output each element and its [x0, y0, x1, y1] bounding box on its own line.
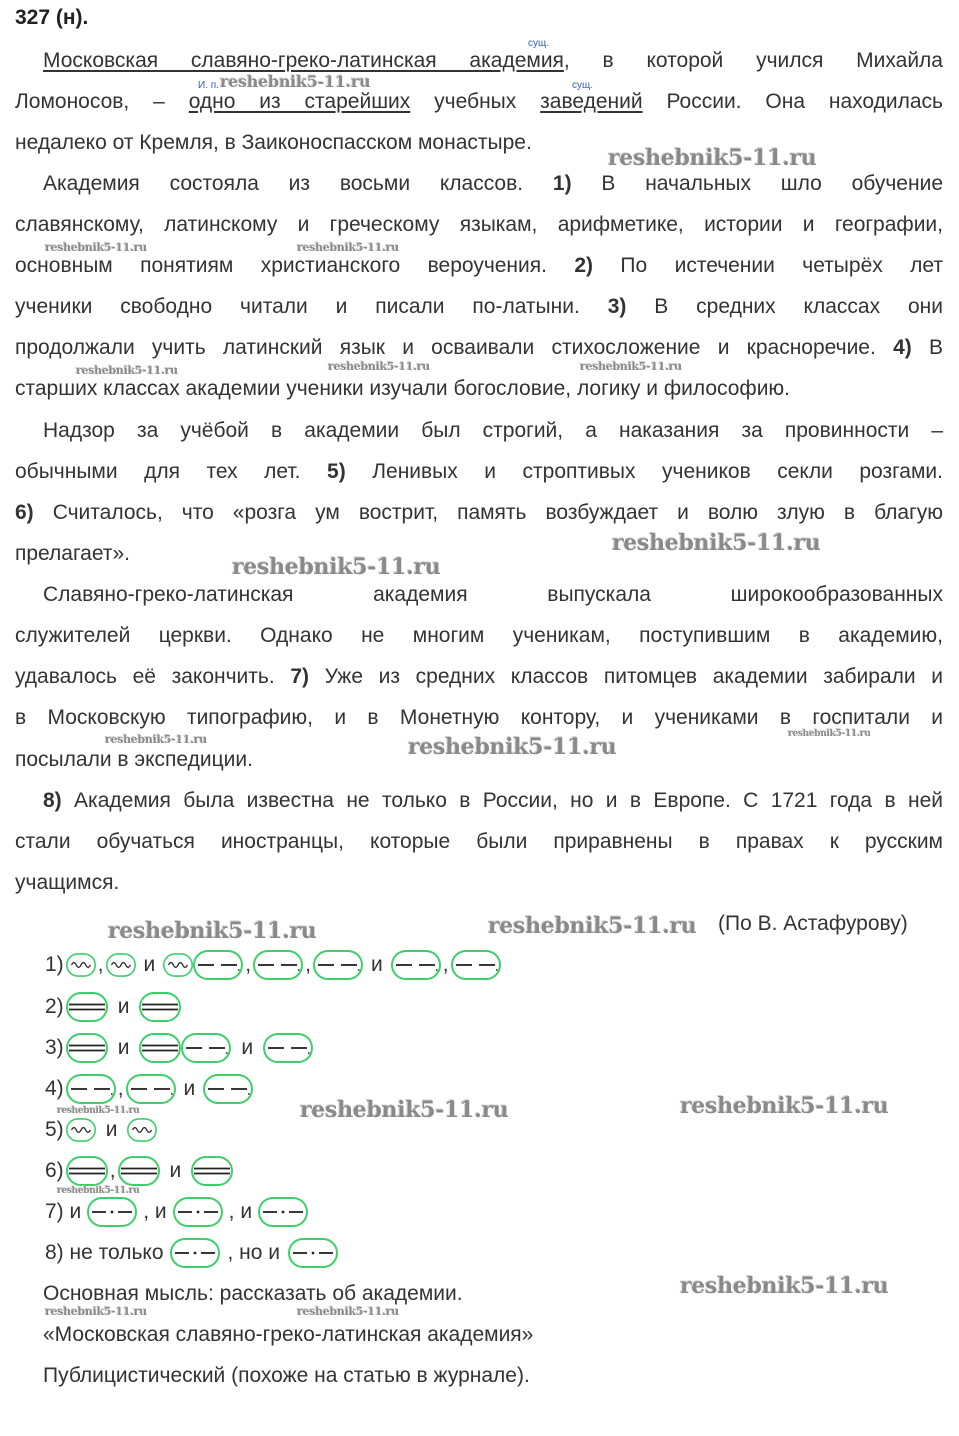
watermark: reshebnik5-11.ru	[300, 1097, 509, 1123]
scheme-3	[43, 1033, 313, 1063]
text-span: Ленивых и строптивых учеников секли розгами.	[345, 460, 943, 483]
scheme-label: 7) и	[45, 1200, 82, 1223]
scheme-connector: , и	[228, 1200, 253, 1223]
scheme-connector: и	[183, 1077, 196, 1100]
object-dash-oval	[193, 950, 243, 980]
watermark: reshebnik5-11.ru	[612, 530, 821, 556]
predicate-wavy-oval	[66, 1115, 96, 1145]
text-span: учебных	[410, 90, 541, 113]
scheme-8	[43, 1238, 338, 1268]
paragraph-1-line-3: недалеко от Кремля, в Заиконоспасском монастыре.	[15, 131, 532, 154]
scheme-6	[43, 1156, 233, 1186]
scheme-4	[43, 1074, 253, 1104]
watermark: reshebnik5-11.ru	[408, 734, 617, 760]
watermark: reshebnik5-11.ru	[57, 1186, 140, 1196]
text-span: продолжали учить латинский язык и осваивали стихосложение и красноречие.	[15, 336, 894, 359]
scheme-label: 6)	[45, 1159, 64, 1182]
text-span: удавалось её закончить.	[15, 665, 291, 688]
scheme-connector: ,	[245, 953, 252, 976]
source-attribution: (По В. Астафурову)	[718, 912, 908, 935]
style-definition: Публицистический (похоже на статью в журнале).	[43, 1364, 530, 1387]
paragraph-2-line-6: старших классах академии ученики изучали богословие, логику и философию.	[15, 377, 791, 400]
paragraph-1-line-2	[15, 89, 943, 115]
text-span: Академия состояла из восьми классов.	[43, 172, 553, 195]
predicate-wavy-oval	[66, 950, 96, 980]
paragraph-2-line-3	[15, 253, 943, 279]
paragraph-4-line-3	[15, 664, 943, 690]
predicate-wavy-oval	[106, 950, 136, 980]
scheme-label: 1)	[45, 953, 64, 976]
scheme-label: 5)	[45, 1118, 64, 1141]
predicate-wavy-oval	[127, 1115, 157, 1145]
paragraph-3-line-2	[15, 459, 943, 485]
paragraph-3-line-1: Надзор за учёбой в академии был строгий, а наказания за провинности –	[43, 419, 943, 442]
text-span: Академия была известна не только в России, но и в Европе. С 1721 года в ней	[61, 789, 943, 812]
sentence-number: 1)	[552, 172, 572, 195]
paragraph-4-line-5: посылали в экспедиции.	[15, 748, 253, 771]
sentence-number: 8)	[43, 789, 62, 812]
scheme-connector: и	[370, 953, 383, 976]
scheme-1	[43, 950, 501, 980]
paragraph-5-line-2: стали обучаться иностранцы, которые были приравнены в правах к русским	[15, 830, 943, 853]
paragraph-4-line-4: в Московскую типографию, и в Монетную контору, и учениками в госпитали и	[15, 706, 943, 729]
text-span: Уже из средних классов питомцев академии забирали и	[309, 665, 943, 688]
paragraph-2-line-4	[15, 294, 943, 320]
sentence-number: 5)	[327, 460, 346, 483]
watermark: reshebnik5-11.ru	[76, 364, 178, 377]
watermark: reshebnik5-11.ru	[788, 729, 871, 739]
watermark: reshebnik5-11.ru	[232, 554, 441, 580]
watermark: reshebnik5-11.ru	[580, 360, 682, 373]
scheme-connector: и	[117, 1036, 130, 1059]
paragraph-3-line-4: прелагает».	[15, 542, 130, 565]
adverbial-dashdot-oval	[87, 1197, 137, 1227]
adverbial-dashdot-oval	[173, 1197, 223, 1227]
scheme-connector: , и	[143, 1200, 167, 1223]
watermark: reshebnik5-11.ru	[220, 72, 371, 91]
title-suggestion: «Московская славяно-греко-латинская академия»	[43, 1323, 534, 1346]
watermark: reshebnik5-11.ru	[608, 145, 817, 171]
watermark: reshebnik5-11.ru	[680, 1093, 889, 1119]
adverbial-dashdot-oval	[288, 1238, 338, 1268]
subject-double-oval	[66, 992, 108, 1022]
text-span: В средних классах они	[626, 295, 943, 318]
text-span: Считалось, что «розга ум вострит, память возбуждает и волю злую в благую	[33, 501, 943, 524]
scheme-connector: ,	[442, 953, 449, 976]
object-dash-oval	[451, 950, 501, 980]
subject-phrase: Московская славяно-греко-латинская академия	[43, 49, 564, 72]
sentence-number: 2)	[574, 254, 594, 277]
paragraph-2-line-2: славянскому, латинскому и греческому языкам, арифметике, истории и географии,	[15, 213, 943, 236]
text-span: В начальных шло обучение	[571, 172, 943, 195]
object-dash-oval	[181, 1033, 231, 1063]
paragraph-2-line-1	[43, 171, 943, 197]
scheme-connector: и	[117, 995, 130, 1018]
exercise-heading: 327 (н).	[15, 6, 89, 29]
scheme-label: 4)	[45, 1077, 64, 1100]
text-span: , в которой учился Михайла	[563, 49, 943, 72]
text-span: По истечении четырёх лет	[593, 254, 943, 277]
paragraph-4-line-1: Славяно-греко-латинская академия выпускала широкообразованных	[43, 583, 943, 606]
underlined-noun: заведений	[540, 90, 643, 113]
object-dash-oval	[66, 1074, 116, 1104]
scheme-connector: и	[143, 953, 156, 976]
scheme-label: 8) не только	[45, 1241, 164, 1264]
subject-double-oval	[191, 1156, 233, 1186]
adverbial-dashdot-oval	[170, 1238, 220, 1268]
subject-double-oval	[139, 1033, 181, 1063]
watermark: reshebnik5-11.ru	[45, 241, 147, 254]
object-dash-oval	[253, 950, 303, 980]
subject-double-oval	[118, 1156, 160, 1186]
scheme-connector: ,	[97, 953, 104, 976]
text-span: Ломоносов, –	[15, 90, 189, 113]
watermark: reshebnik5-11.ru	[488, 913, 697, 939]
scheme-2	[43, 992, 181, 1022]
watermark: reshebnik5-11.ru	[328, 360, 430, 373]
object-dash-oval	[263, 1033, 313, 1063]
scheme-label: 3)	[45, 1036, 64, 1059]
object-dash-oval	[313, 950, 363, 980]
paragraph-1-line-1	[43, 48, 943, 74]
adverbial-dashdot-oval	[258, 1197, 308, 1227]
paragraph-2-line-5	[15, 335, 943, 361]
scheme-connector: ,	[305, 953, 311, 976]
scheme-connector: и	[105, 1118, 118, 1141]
text-span: России. Она находилась	[642, 90, 943, 113]
text-span: обычными для тех лет.	[15, 460, 328, 483]
predicate-phrase: одно из старейших	[188, 90, 411, 113]
scheme-connector: ,	[117, 1077, 124, 1100]
sentence-number: 7)	[290, 665, 309, 688]
watermark: reshebnik5-11.ru	[57, 1106, 140, 1116]
subject-double-oval	[66, 1033, 108, 1063]
grammar-mark-nominative: И. п.	[198, 80, 219, 91]
watermark: reshebnik5-11.ru	[108, 918, 317, 944]
paragraph-5-line-1	[43, 788, 943, 814]
watermark: reshebnik5-11.ru	[45, 1305, 147, 1318]
scheme-7	[43, 1197, 308, 1227]
grammar-mark-noun: сущ.	[528, 38, 550, 49]
watermark: reshebnik5-11.ru	[105, 733, 207, 746]
scheme-connector: ,	[109, 1159, 116, 1182]
subject-double-oval	[139, 992, 181, 1022]
paragraph-5-line-3: учащимся.	[15, 871, 120, 894]
scheme-connector: , но и	[227, 1241, 281, 1264]
paragraph-4-line-2: служителей церкви. Однако не многим ученикам, поступившим в академию,	[15, 624, 943, 647]
watermark: reshebnik5-11.ru	[680, 1273, 889, 1299]
scheme-connector: и	[241, 1036, 254, 1059]
object-dash-oval	[203, 1074, 253, 1104]
watermark: reshebnik5-11.ru	[297, 241, 399, 254]
object-dash-oval	[391, 950, 441, 980]
watermark: reshebnik5-11.ru	[297, 1305, 399, 1318]
predicate-wavy-oval	[163, 950, 193, 980]
grammar-mark-noun: сущ.	[572, 80, 594, 91]
text-span: основным понятиям христианского вероучения.	[15, 254, 575, 277]
scheme-connector: и	[169, 1159, 182, 1182]
subject-double-oval	[66, 1156, 108, 1186]
sentence-number: 3)	[607, 295, 627, 318]
scheme-5	[43, 1115, 157, 1145]
sentence-number: 4)	[893, 336, 912, 359]
text-span: В	[911, 336, 943, 359]
object-dash-oval	[126, 1074, 176, 1104]
sentence-number: 6)	[15, 501, 34, 524]
main-idea: Основная мысль: рассказать об академии.	[43, 1282, 463, 1305]
scheme-label: 2)	[45, 995, 64, 1018]
paragraph-3-line-3	[15, 500, 943, 526]
text-span: ученики свободно читали и писали по-латыни.	[15, 295, 608, 318]
